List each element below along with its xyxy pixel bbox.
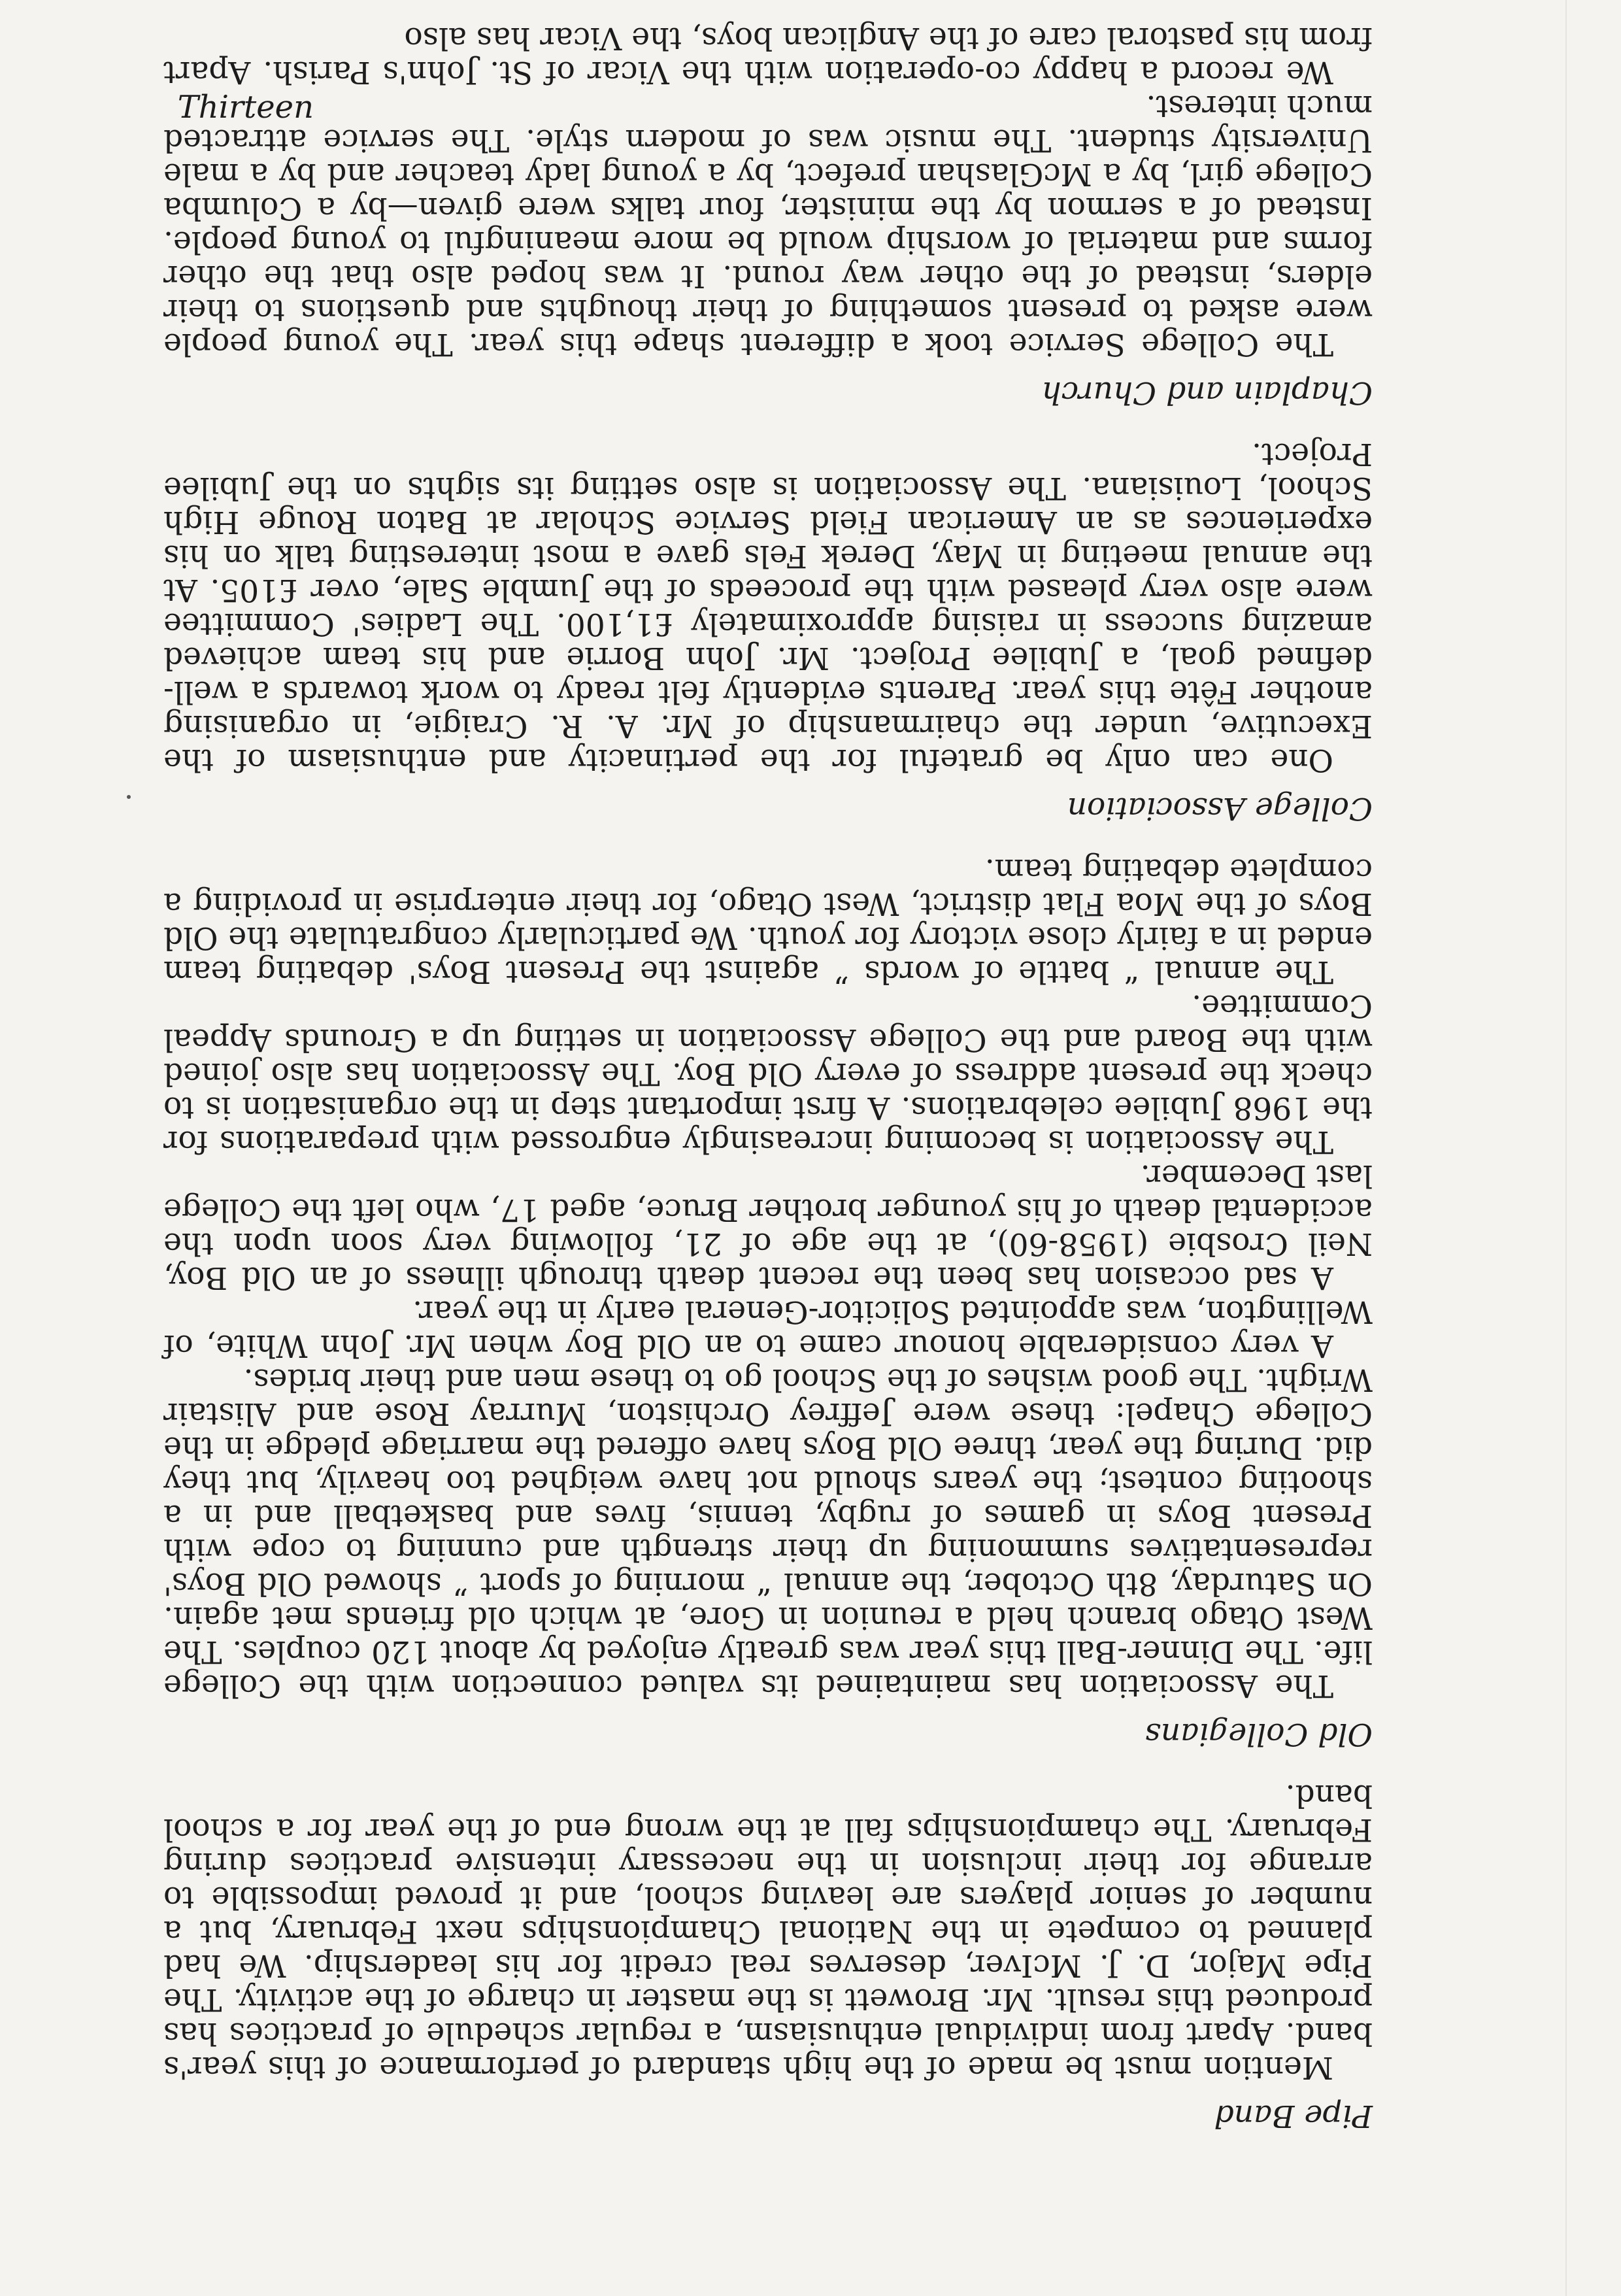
paragraph: The Association has maintained its valued connection with the College life. The Dinner-Ball this year was greatly enjoyed by about 120 couples. The West Otago branch held a reunion in Gore, at which old friends met again. On Saturday, 8th October, the annual “ morning of sport ” showed Old Boys' representatives summoning up their strength and cunning to cope with Present Boys in games of rugby, tennis, fives and basketball and in a shooting contest; the years should not have weighed too heavily, but they did. During the year, three Old Boys have offered the marriage pledge in the College Chapel: these were Jeffrey Orchiston, Murray Rose and Alistair Wright. The good wishes of the School go to these men and their brides. bbox=[163, 1362, 1373, 1704]
scan-edge-shadow bbox=[1565, 0, 1567, 2296]
paragraph: The College Service took a different shape this year. The young people were asked to present something of their thoughts and questions to their elders, instead of the other way round. It was hoped also that the other forms and material of worship would be more meaningful to young people. Instead of a sermon by the minister, four talks were given—by a Columba College girl, by a McGlashan prefect, by a young lady teacher and by a male University student. The music was of modern style. The service attracted much interest. bbox=[163, 88, 1373, 362]
section-heading-pipe-band: Pipe Band bbox=[1214, 2098, 1373, 2134]
section-heading-old-collegians: Old Collegians bbox=[1145, 1716, 1373, 1752]
paragraph: The Association is becoming increasingly engrossed with preparations for the 1968 Jubilee celebrations. A first important step in the organisation is to check the present address of every Old Boy. The Association has also joined with the Board and the College Association in setting up a Grounds Appeal Committee. bbox=[163, 988, 1373, 1160]
paragraph: The annual “ battle of words ” against the Present Boys' debating team ended in a fairly close victory for youth. We particularly congratulate the Old Boys of the Moa Flat district, West Otago, for their enterprise in providing a complete debating team. bbox=[163, 852, 1373, 990]
paragraph: Mention must be made of the high standard of performance of this year's band. Apart from individual enthusiasm, a regular schedule of practices has produced this result. Mr. Browett is the master in charge of the activity. The Pipe Major, D. J. McIver, deserves real credit for his leadership. We had planned to compete in the National Championships next February, but a number of senior players are leaving school, and it proved impossible to arrange for their inclusion in the necessary intensive practices during February. The championships fall at the wrong end of the year for a school band. bbox=[163, 1778, 1373, 2085]
paragraph: We record a happy co-operation with the Vicar of St. John's Parish. Apart from his pastoral care of the Anglican boys, the Vicar has also bbox=[163, 20, 1373, 90]
paragraph: One can only be grateful for the pertinacity and enthusiasm of the Executive, under the chairmanship of Mr. A. R. Craigie, in organising another Fête this year. Parents evidently felt ready to work towards a well-defined goal, a Jubilee Project. Mr. John Borrie and his team achieved amazing success in raising approximately £1,100. The Ladies' Committee were also very pleased with the proceeds of the Jumble Sale, over £105. At the annual meeting in May, Derek Fels gave a most interesting talk on his experiences as an American Field Service Scholar at Baton Rouge High School, Louisiana. The Association is also setting its sights on the Jubilee Project. bbox=[163, 436, 1373, 778]
scan-speck bbox=[127, 795, 131, 799]
paragraph: A very considerable honour came to an Old Boy when Mr. John White, of Wellington, was appointed Solicitor-General early in the year. bbox=[163, 1294, 1373, 1364]
section-heading-college-association: College Association bbox=[1067, 790, 1373, 826]
paragraph: A sad occasion has been the recent death through illness of an Old Boy, Neil Crosbie (1958-60), at the age of 21, following very soon upon the accidental death of his younger brother Bruce, aged 17, who left the College last December. bbox=[163, 1158, 1373, 1296]
page-folio: Thirteen bbox=[177, 89, 314, 126]
section-heading-chaplain-and-church: Chaplain and Church bbox=[1041, 375, 1373, 411]
text-column bbox=[163, 21, 1373, 2185]
